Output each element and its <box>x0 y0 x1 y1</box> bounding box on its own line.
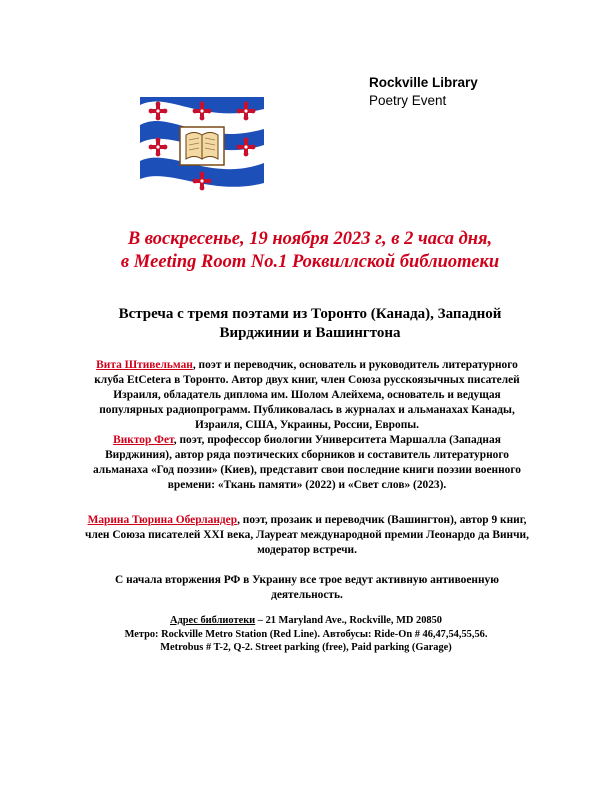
poet-bio <box>84 358 530 433</box>
library-header <box>369 74 478 110</box>
poet-bio-text: , поэт и переводчик, основатель и руководитель литературного клуба EtCetera в Торонто. Автор двух книг, член Союза русскоязычных писателей Израиля, обладатель диплома им. Шолом Алейхема, основатель и ведущая популярных радиопрограмм. Публиковалась в журналах и альманахах Канады, Израиля, США, Украины, России, Европы. <box>94 359 520 431</box>
transit-line: Метро: Rockville Metro Station (Red Line). Автобусы: Ride-On # 46,47,54,55,56. <box>124 628 488 640</box>
event-location-line: в Meeting Room No.1 Роквиллской библиотеки <box>120 252 500 272</box>
poet-name-link[interactable]: Вита Штивельман <box>96 359 193 371</box>
page-title <box>60 305 560 343</box>
rockville-flag-logo <box>140 97 264 195</box>
address-text: – 21 Maryland Ave., Rockville, MD 20850 <box>255 615 442 626</box>
poet-bio <box>84 513 530 558</box>
poet-name-link[interactable]: Виктор Фет <box>113 434 174 446</box>
event-type: Poetry Event <box>369 93 447 108</box>
page-title-line: Встреча с тремя поэтами из Торонто (Канада), Западной <box>118 306 502 322</box>
open-book-icon <box>180 127 224 165</box>
address-line <box>70 614 542 628</box>
library-name: Rockville Library <box>369 75 478 90</box>
poet-bio-text: , поэт, профессор биологии Университета Маршалла (Западная Вирджиния), автор ряда поэтических сборников и составитель литературного альманаха «Год поэзии» (Киев), представит свои последние книги поэзии военного времени: «Ткань памяти» (2022) и «Свет слов» (2023). <box>93 434 521 491</box>
poet-bio <box>84 433 530 493</box>
statement: С начала вторжения РФ в Украину все трое ведут активную антивоенную деятельность. <box>115 574 499 601</box>
address-label-link[interactable]: Адрес библиотеки <box>170 615 256 626</box>
event-datetime <box>60 228 560 274</box>
page-title-line: Вирджинии и Вашингтона <box>219 325 401 341</box>
poet-bio-text: , поэт, прозаик и переводчик (Вашингтон), автор 9 книг, член Союза писателей XXI века, Лауреат международной премии Леонардо да Винчи, модератор встречи. <box>85 514 529 556</box>
library-address <box>70 614 542 655</box>
parking-line: Metrobus # T-2, Q-2. Street parking (free), Paid parking (Garage) <box>160 642 452 653</box>
poet-name-link[interactable]: Марина Тюрина Оберландер <box>87 514 238 526</box>
event-datetime-line: В воскресенье, 19 ноября 2023 г, в 2 часа дня, <box>127 229 493 249</box>
